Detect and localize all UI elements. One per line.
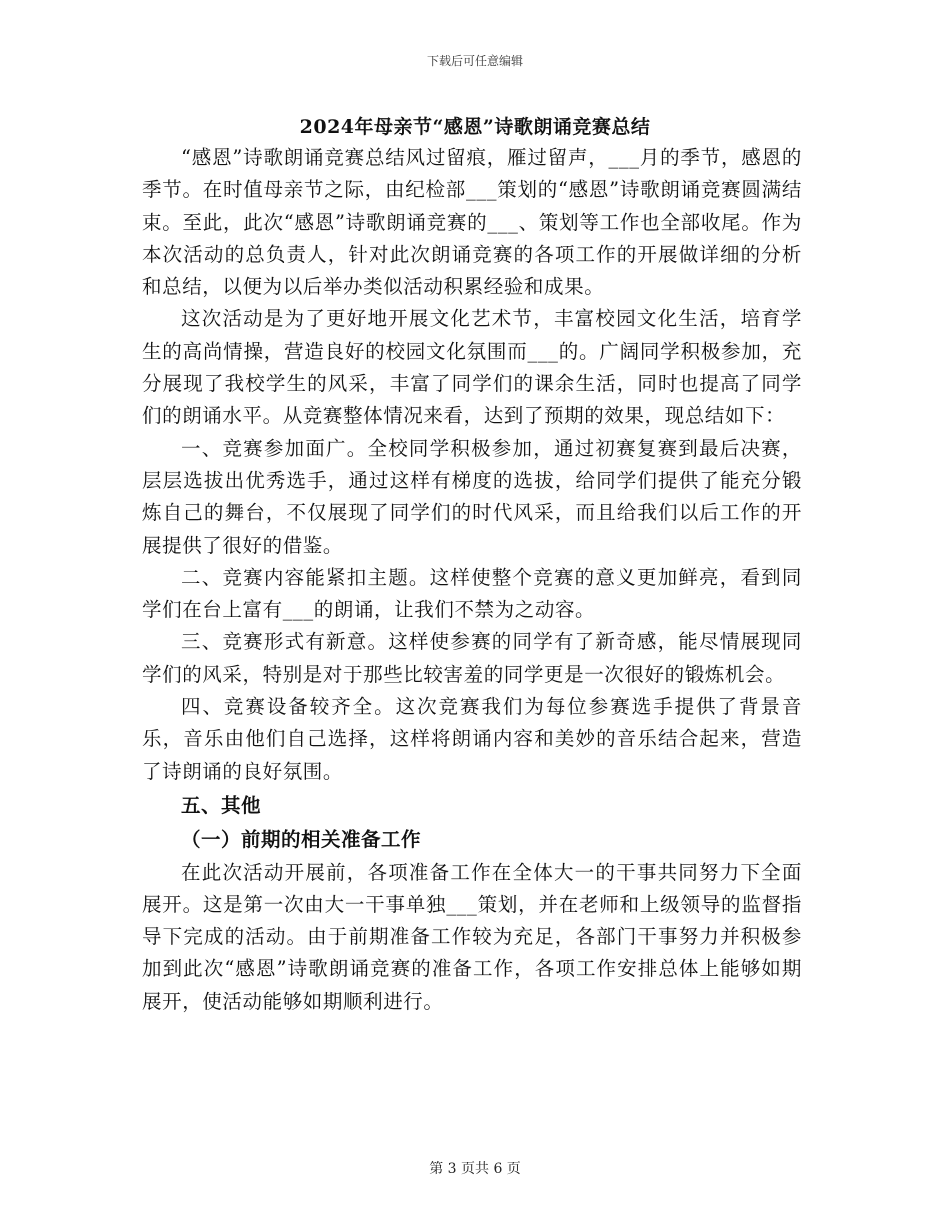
paragraph-point-4: 四、竞赛设备较齐全。这次竞赛我们为每位参赛选手提供了背景音乐，音乐由他们自己选择，这样将朗诵内容和美妙的音乐结合起来，营造了诗朗诵的良好氛围。 — [142, 695, 802, 783]
document-title: 2024年母亲节“感恩”诗歌朗诵竞赛总结 — [299, 116, 651, 138]
paragraph-purpose: 这次活动是为了更好地开展文化艺术节，丰富校园文化生活，培育学生的高尚情操，营造良好的校园文化氛围而___的。广阔同学积极参加，充分展现了我校学生的风采，丰富了同学们的课余生活，同时也提高了同学们的朗诵水平。从竞赛整体情况来看，达到了预期的效果，现总结如下： — [142, 307, 802, 428]
paragraph-point-3: 三、竞赛形式有新意。这样使参赛的同学有了新奇感，能尽情展现同学们的风采，特别是对于那些比较害羞的同学更是一次很好的锻炼机会。 — [142, 630, 802, 686]
section-heading-other: 五、其他 — [181, 793, 262, 817]
paragraph-point-1: 一、竞赛参加面广。全校同学积极参加，通过初赛复赛到最后决赛，层层选拔出优秀选手，通过这样有梯度的选拔，给同学们提供了能充分锻炼自己的舞台，不仅展现了同学们的时代风采，而且给我们以后工作的开展提供了很好的借鉴。 — [142, 436, 802, 557]
page-header: 下载后可任意编辑 — [426, 54, 523, 68]
page-number: 第 3 页共 6 页 — [429, 1161, 521, 1177]
document-body — [142, 142, 802, 1018]
paragraph-intro: “感恩”诗歌朗诵竞赛总结风过留痕，雁过留声，___月的季节，感恩的季节。在时值母亲节之际，由纪检部___策划的“感恩”诗歌朗诵竞赛圆满结束。至此，此次“感恩”诗歌朗诵竞赛的___、策划等工作也全部收尾。作为本次活动的总负责人，针对此次朗诵竞赛的各项工作的开展做详细的分析和总结，以便为以后举办类似活动积累经验和成果。 — [142, 146, 802, 299]
subsection-heading-preparation: （一）前期的相关准备工作 — [181, 828, 422, 852]
paragraph-preparation: 在此次活动开展前，各项准备工作在全体大一的干事共同努力下全面展开。这是第一次由大一干事单独___策划，并在老师和上级领导的监督指导下完成的活动。由于前期准备工作较为充足，各部门干事努力并积极参加到此次“感恩”诗歌朗诵竞赛的准备工作，各项工作安排总体上能够如期展开，使活动能够如期顺利进行。 — [142, 860, 802, 1013]
paragraph-point-2: 二、竞赛内容能紧扣主题。这样使整个竞赛的意义更加鲜亮，看到同学们在台上富有___的朗诵，让我们不禁为之动容。 — [142, 565, 802, 622]
